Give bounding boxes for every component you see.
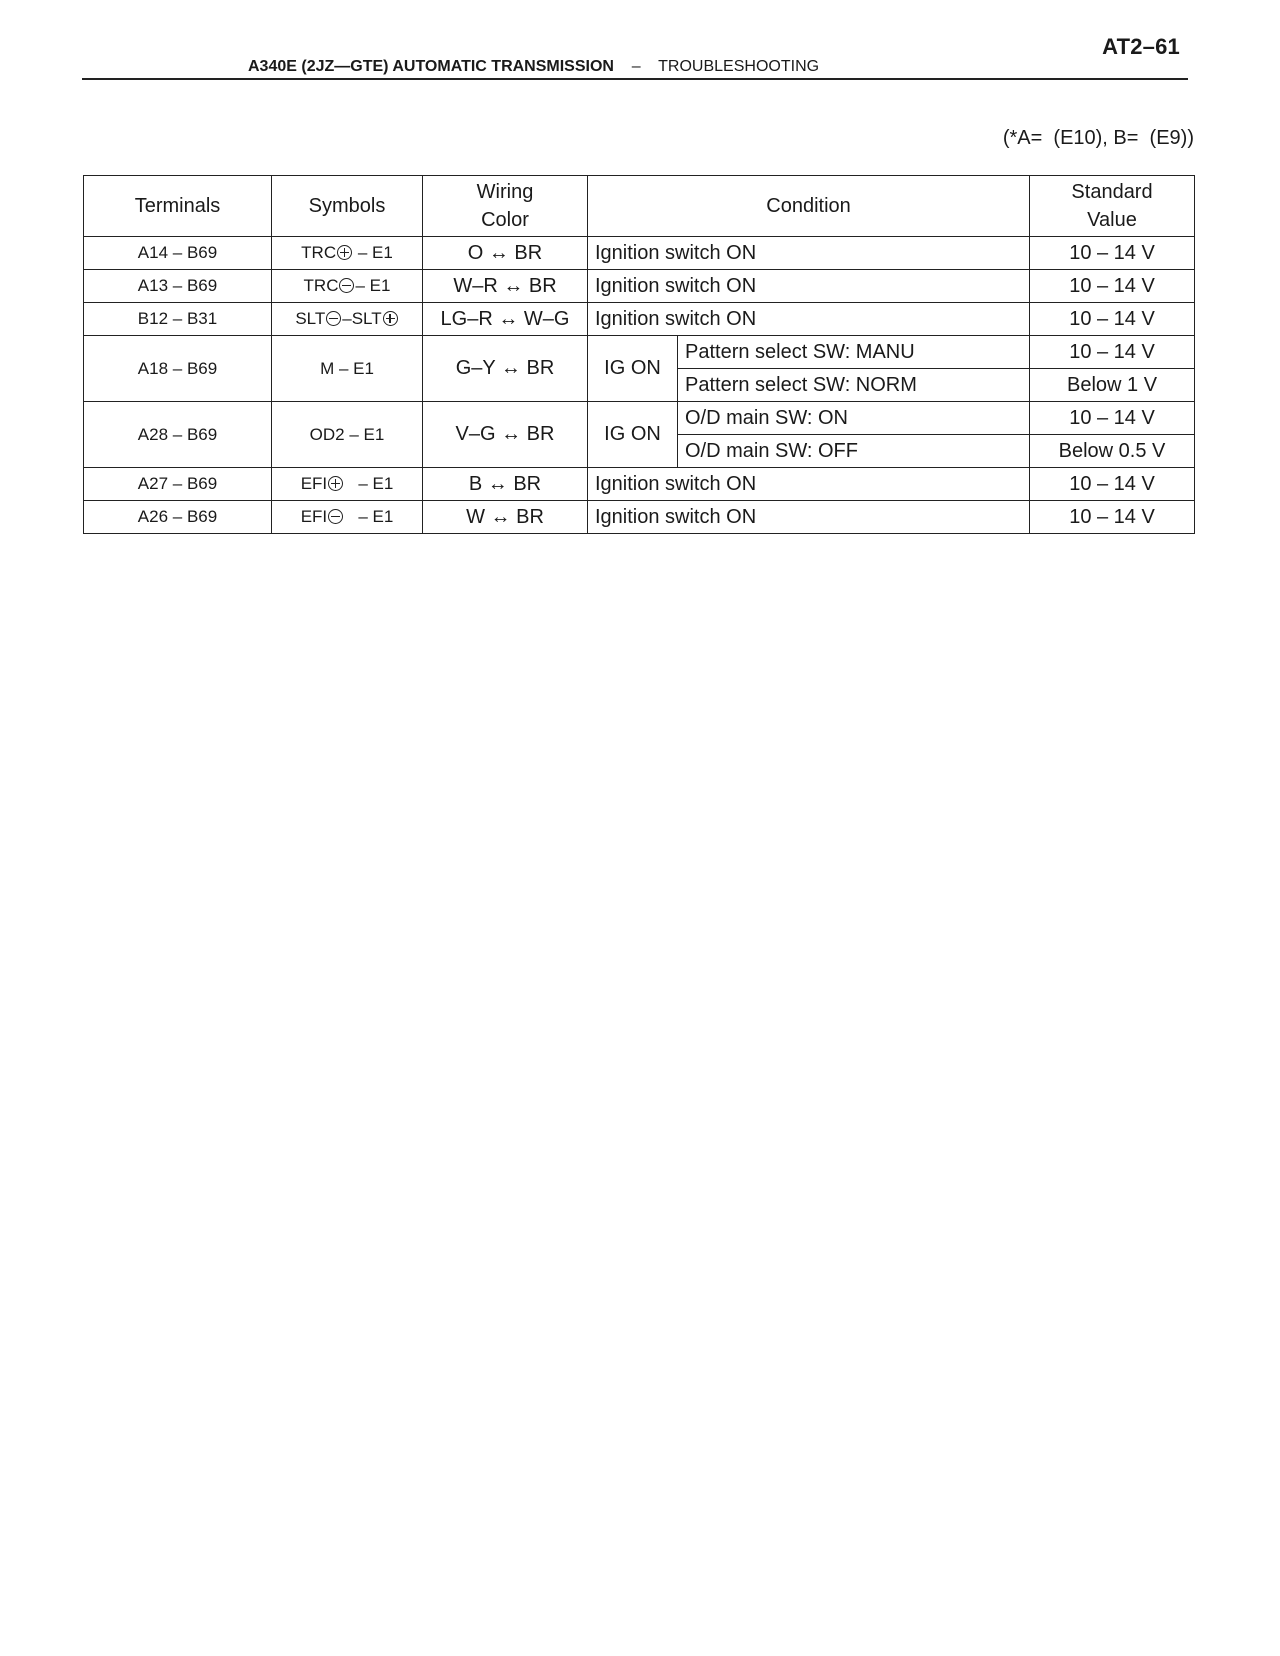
condition-cell: Pattern select SW: MANU [678, 336, 1030, 369]
symbol-text: EFI [300, 474, 328, 493]
minus-circle-icon [326, 311, 341, 326]
standard-value-cell: 10 – 14 V [1030, 402, 1195, 435]
minus-circle-icon [328, 509, 343, 524]
table-header-row [84, 176, 1195, 237]
subsection-title: TROUBLESHOOTING [658, 58, 820, 75]
standard-value-cell: Below 1 V [1030, 369, 1195, 402]
connector-code-note: (*A= (E10), B= (E9)) [1002, 127, 1194, 149]
header-condition: Condition [588, 176, 1030, 237]
terminals-cell: A27 – B69 [84, 468, 272, 501]
standard-value-cell: Below 0.5 V [1030, 435, 1195, 468]
condition-cell: Ignition switch ON [588, 501, 1030, 534]
wiring-color-cell: G–Y ↔ BR [423, 336, 588, 402]
wiring-color-cell: LG–R ↔ W–G [423, 303, 588, 336]
terminals-cell: A14 – B69 [84, 237, 272, 270]
standard-value-cell: 10 – 14 V [1030, 336, 1195, 369]
standard-value-cell: 10 – 14 V [1030, 237, 1195, 270]
plus-circle-icon [328, 476, 343, 491]
symbol-text: TRC [301, 243, 337, 262]
table-row [84, 501, 1195, 534]
standard-value-cell: 10 – 14 V [1030, 270, 1195, 303]
condition-cell: O/D main SW: OFF [678, 435, 1030, 468]
table-row [84, 336, 1195, 369]
page-number: AT2–61 [1102, 34, 1180, 59]
header-standard-value [1030, 176, 1195, 237]
running-header [248, 58, 819, 76]
symbol-text: – E1 [344, 474, 394, 493]
symbol-text: – E1 [344, 507, 394, 526]
symbol-text: TRC [303, 276, 339, 295]
table-row [84, 237, 1195, 270]
header-symbols: Symbols [272, 176, 423, 237]
table-row [84, 270, 1195, 303]
table-row [84, 468, 1195, 501]
header-terminals: Terminals [84, 176, 272, 237]
symbols-cell [272, 237, 423, 270]
symbol-text: –SLT [342, 309, 382, 328]
symbols-cell: M – E1 [272, 336, 423, 402]
standard-value-cell: 10 – 14 V [1030, 303, 1195, 336]
symbols-cell: OD2 – E1 [272, 402, 423, 468]
header-wiring-line1: Wiring [476, 181, 534, 203]
terminals-cell: A28 – B69 [84, 402, 272, 468]
terminals-cell: A13 – B69 [84, 270, 272, 303]
ig-on-cell: IG ON [588, 336, 678, 402]
plus-circle-icon [337, 245, 352, 260]
terminals-cell: B12 – B31 [84, 303, 272, 336]
header-separator: – [631, 58, 641, 75]
symbol-text: – E1 [353, 243, 393, 262]
section-title: A340E (2JZ—GTE) AUTOMATIC TRANSMISSION [248, 58, 614, 75]
condition-cell: Ignition switch ON [588, 237, 1030, 270]
wiring-color-cell: W–R ↔ BR [423, 270, 588, 303]
terminal-spec-table [83, 175, 1195, 534]
standard-value-cell: 10 – 14 V [1030, 468, 1195, 501]
symbols-cell [272, 501, 423, 534]
terminals-cell: A18 – B69 [84, 336, 272, 402]
table-row [84, 402, 1195, 435]
table-row [84, 303, 1195, 336]
minus-circle-icon [339, 278, 354, 293]
plus-circle-icon [383, 311, 398, 326]
wiring-color-cell: V–G ↔ BR [423, 402, 588, 468]
header-wiring-line2: Color [481, 209, 529, 231]
wiring-color-cell: B ↔ BR [423, 468, 588, 501]
symbol-text: EFI [300, 507, 328, 526]
condition-cell: Ignition switch ON [588, 468, 1030, 501]
header-standard-line1: Standard [1071, 181, 1153, 203]
header-wiring-color [423, 176, 588, 237]
header-rule [82, 78, 1188, 80]
symbols-cell [272, 303, 423, 336]
symbols-cell [272, 270, 423, 303]
condition-cell: Ignition switch ON [588, 270, 1030, 303]
symbols-cell [272, 468, 423, 501]
condition-cell: O/D main SW: ON [678, 402, 1030, 435]
condition-cell: Ignition switch ON [588, 303, 1030, 336]
wiring-color-cell: W ↔ BR [423, 501, 588, 534]
terminals-cell: A26 – B69 [84, 501, 272, 534]
symbol-text: – E1 [355, 276, 391, 295]
wiring-color-cell: O ↔ BR [423, 237, 588, 270]
condition-cell: Pattern select SW: NORM [678, 369, 1030, 402]
ig-on-cell: IG ON [588, 402, 678, 468]
standard-value-cell: 10 – 14 V [1030, 501, 1195, 534]
header-standard-line2: Value [1087, 209, 1137, 231]
symbol-text: SLT [295, 309, 326, 328]
